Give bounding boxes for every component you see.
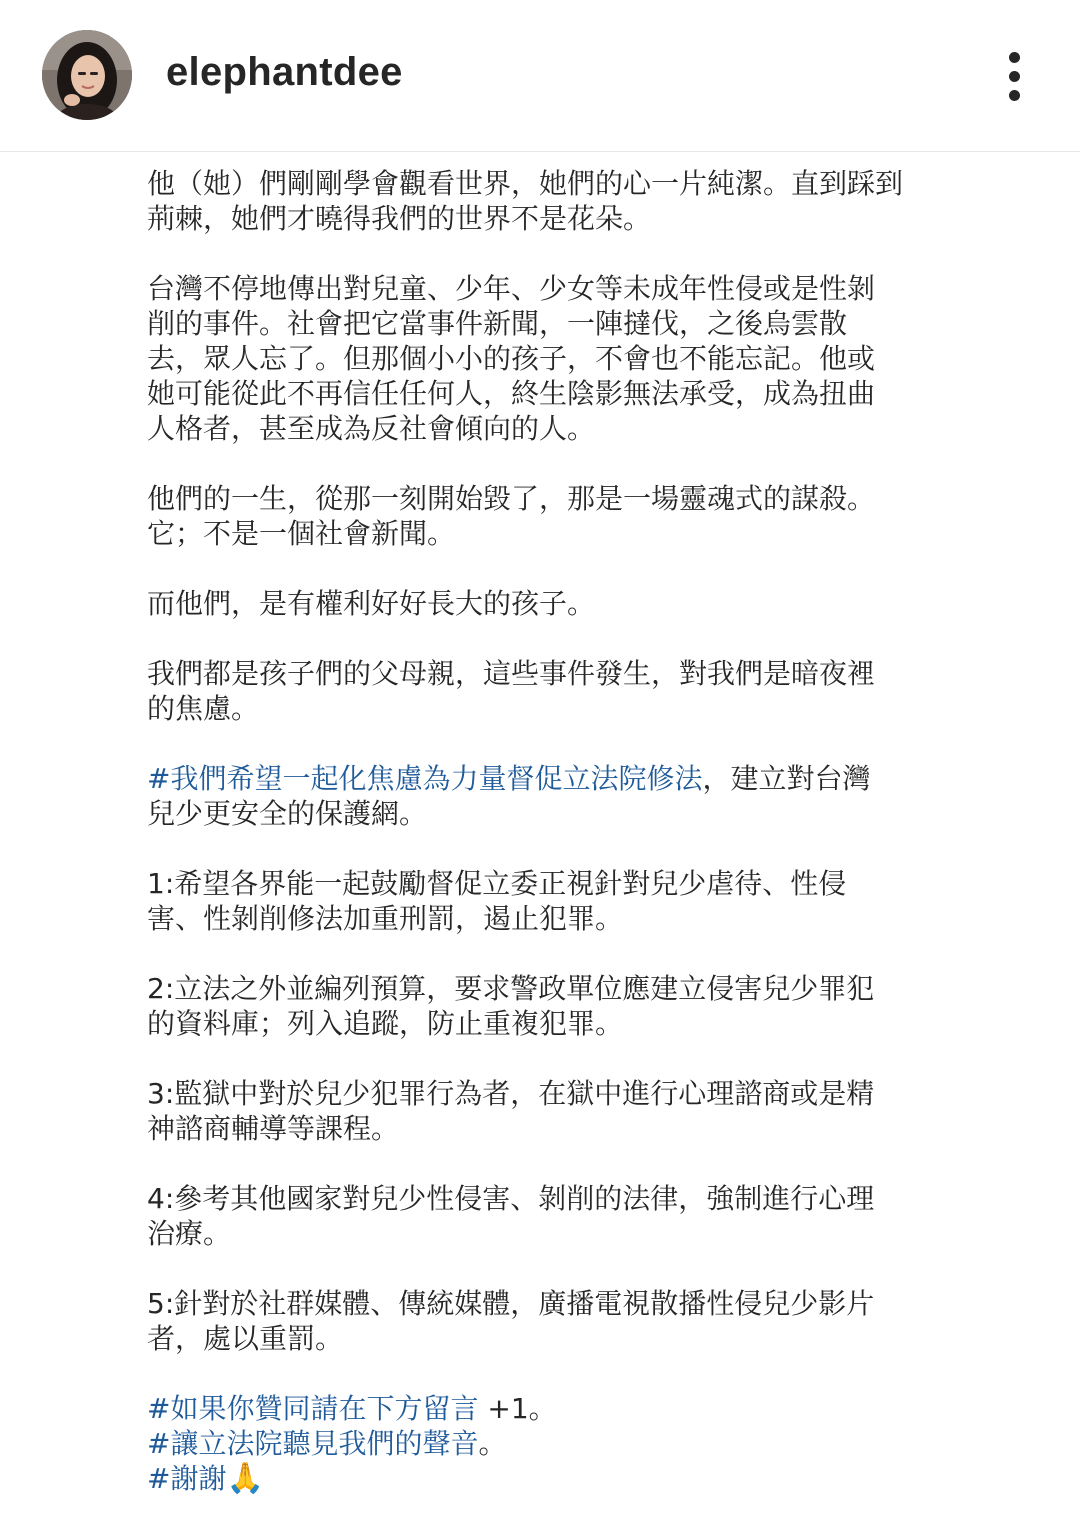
caption-line: 去，眾人忘了。但那個小小的孩子，不會也不能忘記。他或	[147, 342, 876, 375]
caption-paragraph	[147, 971, 947, 1041]
more-options-button[interactable]	[990, 46, 1040, 106]
caption-paragraph	[147, 1076, 947, 1146]
caption-paragraph	[147, 656, 947, 726]
caption-line: 削的事件。社會把它當事件新聞，一陣撻伐，之後烏雲散	[147, 307, 848, 340]
caption-line: 的資料庫；列入追蹤，防止重複犯罪。	[147, 1007, 624, 1040]
caption-line: 他（她）們剛剛學會觀看世界，她們的心一片純潔。直到踩到	[147, 167, 904, 200]
caption-paragraph	[147, 271, 947, 446]
caption-line: 1:希望各界能一起鼓勵督促立委正視針對兒少虐待、性侵	[147, 867, 847, 900]
more-vertical-icon	[1009, 90, 1020, 101]
hashtag-link[interactable]: #謝謝	[147, 1462, 227, 1495]
avatar[interactable]	[42, 30, 132, 120]
caption-line	[147, 1426, 947, 1461]
caption-paragraph	[147, 1181, 947, 1251]
caption-paragraph	[147, 866, 947, 936]
more-vertical-icon	[1009, 52, 1020, 63]
caption-text: 。	[478, 1427, 507, 1460]
caption-text: +1。	[478, 1392, 557, 1425]
caption-line: 害、性剝削修法加重刑罰，遏止犯罪。	[147, 902, 624, 935]
caption-line: 人格者，甚至成為反社會傾向的人。	[147, 412, 596, 445]
caption-paragraph	[147, 1391, 947, 1496]
caption-paragraph	[147, 1286, 947, 1356]
caption-line: 神諮商輔導等課程。	[147, 1112, 400, 1145]
caption-line: 她可能從此不再信任任何人，終生陰影無法承受，成為扭曲	[147, 377, 876, 410]
more-vertical-icon	[1009, 71, 1020, 82]
hashtag-link[interactable]: #讓立法院聽見我們的聲音	[147, 1427, 479, 1460]
caption-line: 者，處以重罰。	[147, 1322, 344, 1355]
caption-line: 荊棘，她們才曉得我們的世界不是花朵。	[147, 202, 652, 235]
avatar-image	[42, 30, 132, 120]
caption-line: 台灣不停地傳出對兒童、少年、少女等未成年性侵或是性剝	[147, 272, 876, 305]
caption-line: 他們的一生，從那一刻開始毀了，那是一場靈魂式的謀殺。	[147, 482, 876, 515]
caption-line: 而他們，是有權利好好長大的孩子。	[147, 587, 596, 620]
post-header	[0, 0, 1080, 152]
caption-paragraph	[147, 761, 947, 831]
caption-line	[147, 1391, 947, 1426]
caption-line: 2:立法之外並編列預算，要求警政單位應建立侵害兒少罪犯	[147, 972, 875, 1005]
caption-line: 我們都是孩子們的父母親，這些事件發生，對我們是暗夜裡	[147, 657, 876, 690]
caption-paragraph	[147, 586, 947, 621]
caption-line: 5:針對於社群媒體、傳統媒體，廣播電視散播性侵兒少影片	[147, 1287, 875, 1320]
caption-line	[147, 761, 947, 796]
caption-line: 兒少更安全的保護網。	[147, 797, 428, 830]
caption-line: 它；不是一個社會新聞。	[147, 517, 456, 550]
hashtag-link[interactable]: #我們希望一起化焦慮為力量督促立法院修法	[147, 762, 703, 795]
caption-paragraph	[147, 481, 947, 551]
caption-text: ，建立對台灣	[702, 762, 871, 795]
caption-line: 治療。	[147, 1217, 232, 1250]
caption-line: 的焦慮。	[147, 692, 260, 725]
hashtag-link[interactable]: #如果你贊同請在下方留言	[147, 1392, 479, 1425]
caption-line	[147, 1461, 947, 1496]
caption-paragraph	[147, 166, 947, 236]
praying-hands-icon: 🙏	[226, 1461, 264, 1496]
post-caption	[147, 166, 947, 1496]
username[interactable]: elephantdee	[166, 50, 403, 94]
caption-line: 3:監獄中對於兒少犯罪行為者，在獄中進行心理諮商或是精	[147, 1077, 875, 1110]
caption-line: 4:參考其他國家對兒少性侵害、剝削的法律，強制進行心理	[147, 1182, 875, 1215]
